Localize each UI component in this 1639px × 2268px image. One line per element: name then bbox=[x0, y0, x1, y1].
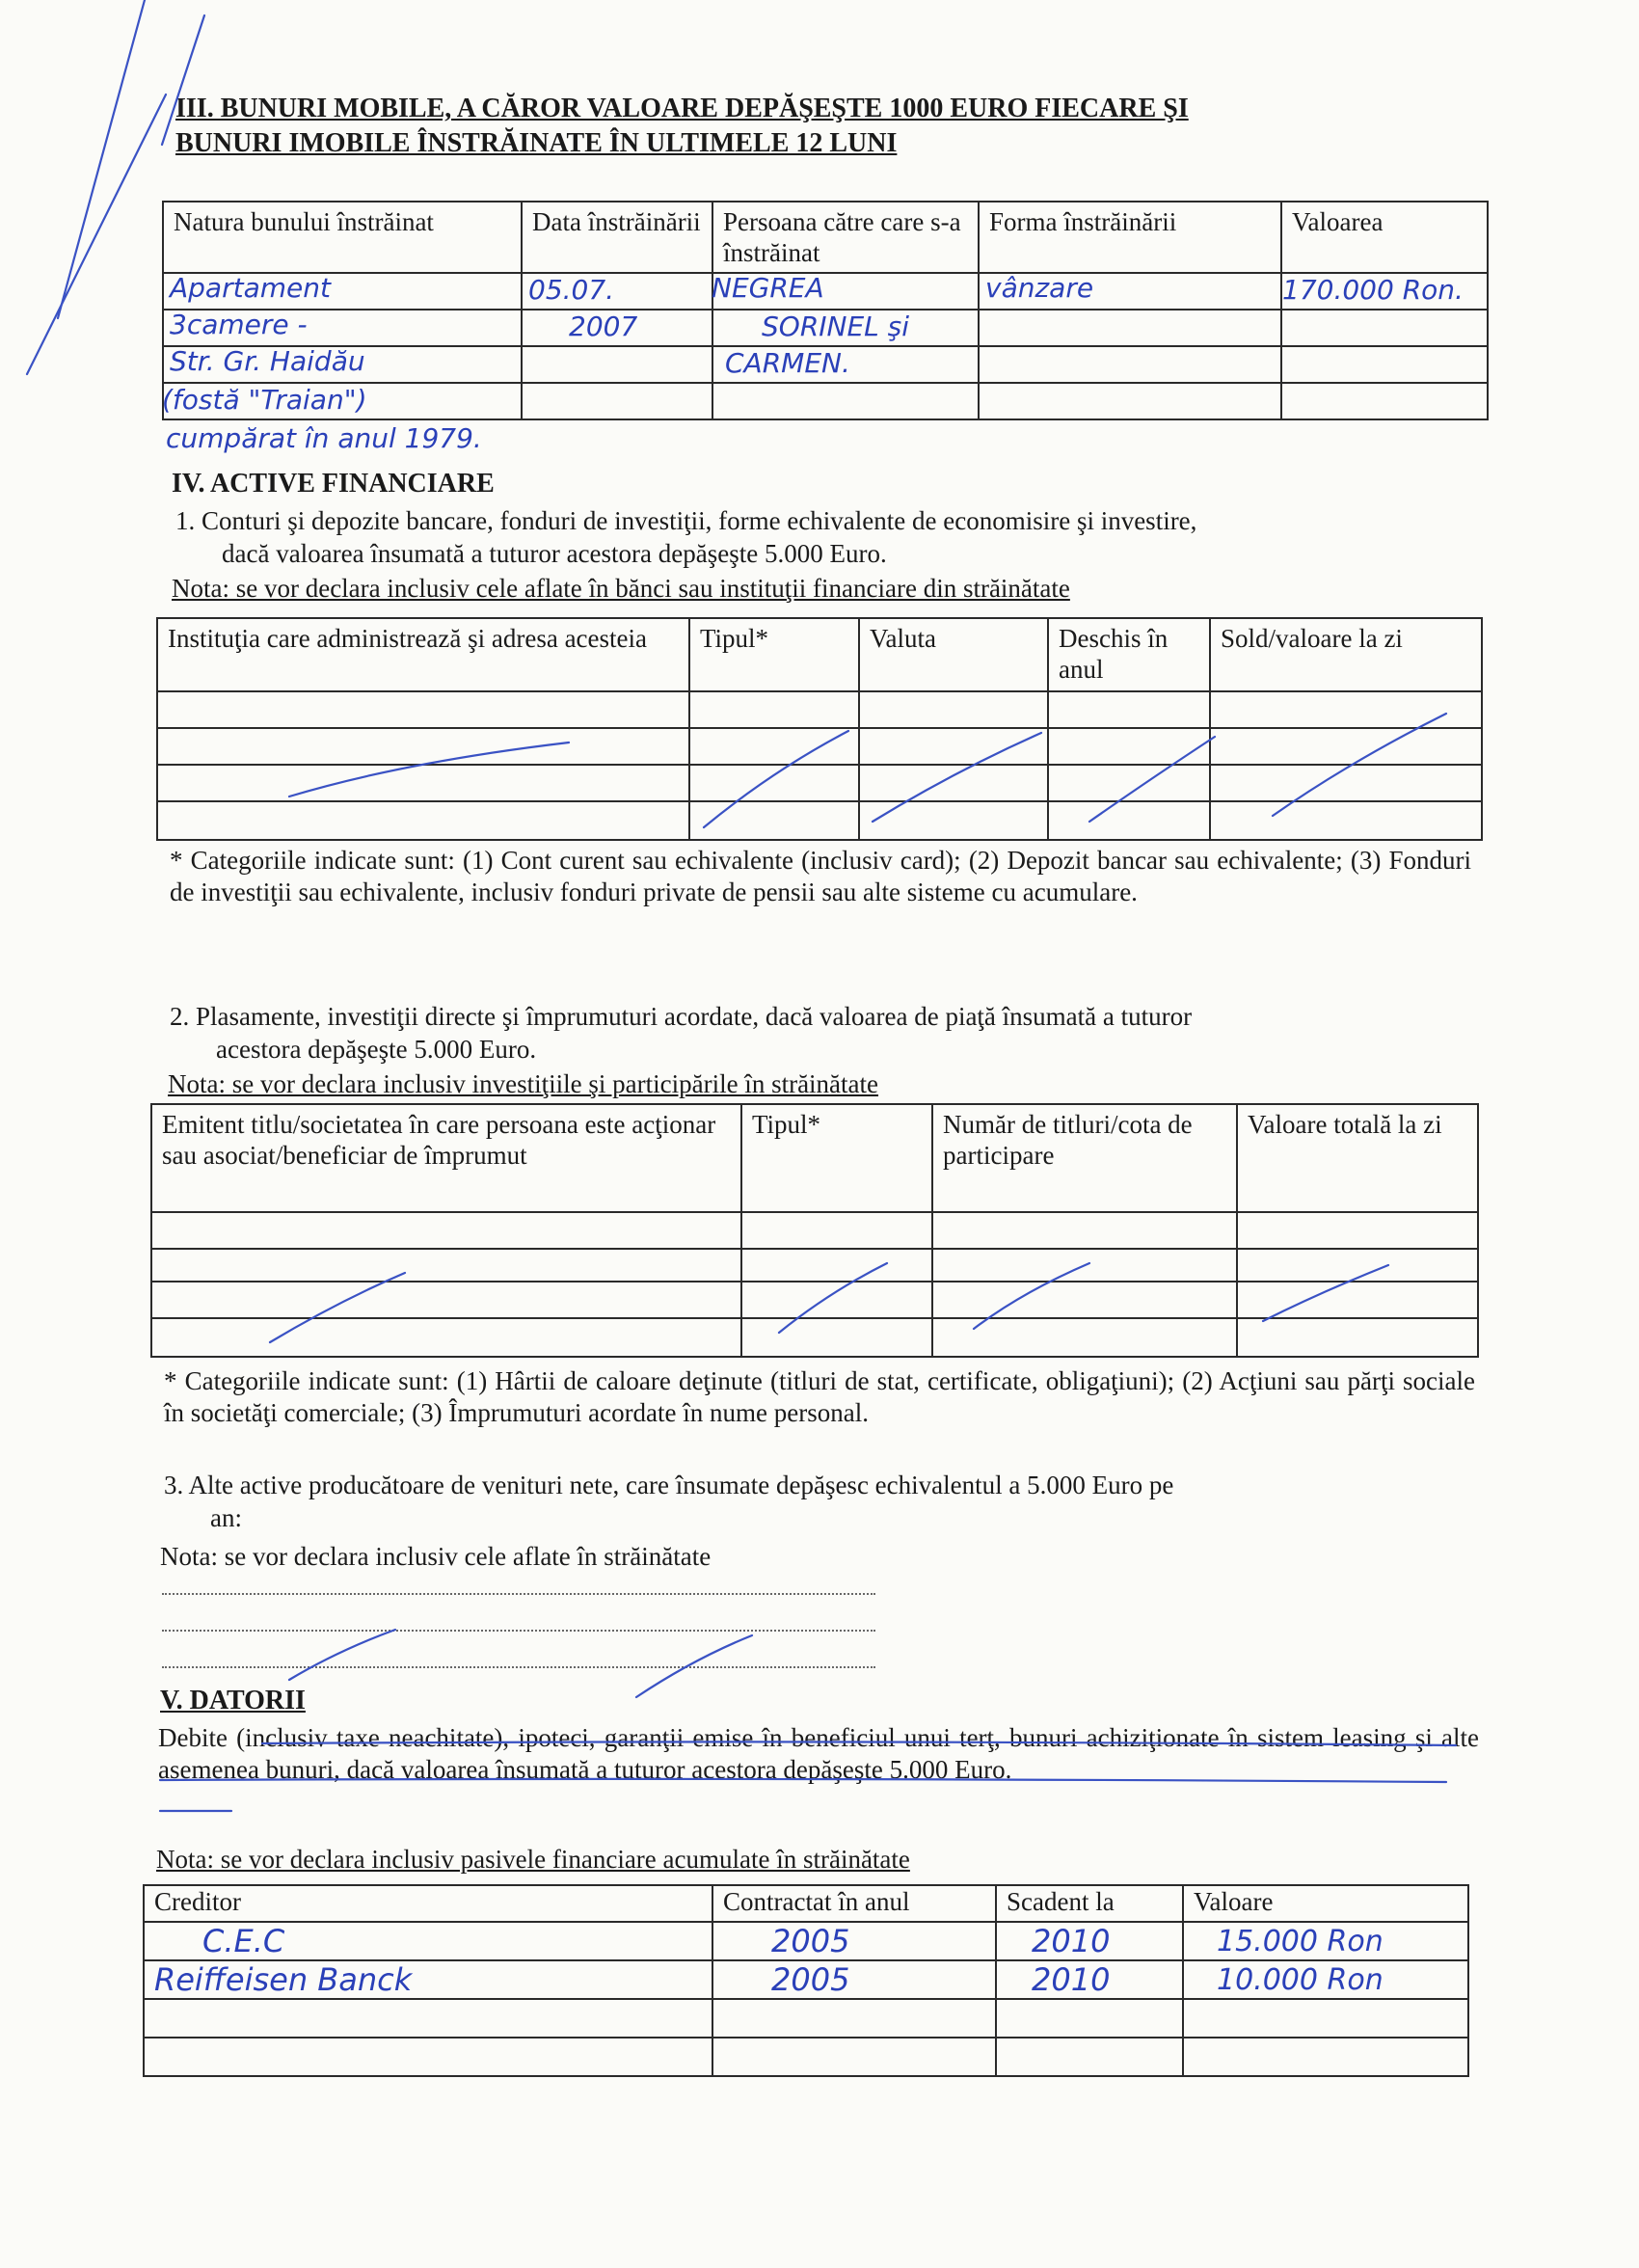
item3-text-line2: an: bbox=[210, 1503, 242, 1532]
col-value: Valoarea bbox=[1281, 202, 1488, 273]
margin-stroke-1 bbox=[162, 15, 204, 145]
hw-date-2: 2007 bbox=[569, 310, 638, 342]
hw-year-2: 2005 bbox=[771, 1961, 850, 1998]
item2-text-line2: acestora depăşeşte 5.000 Euro. bbox=[216, 1035, 537, 1064]
strike-item3-1 bbox=[289, 1630, 395, 1680]
hw-person-2: SORINEL şi bbox=[762, 310, 910, 342]
item1-text-line1: 1. Conturi şi depozite bancare, fonduri de investiţii, forme echivalente de economisire şi investire, bbox=[175, 506, 1197, 535]
col-issuer: Emitent titlu/societatea în care persoana este acţionar sau asociat/beneficiar de împrumut bbox=[151, 1104, 741, 1212]
col-creditor: Creditor bbox=[144, 1885, 712, 1922]
hw-nature-1: Apartament bbox=[170, 272, 331, 304]
hw-creditor-2: Reiffeisen Banck bbox=[154, 1961, 413, 1998]
strike-item3-2 bbox=[636, 1635, 752, 1697]
col-type2: Tipul* bbox=[741, 1104, 932, 1212]
hw-person-3: CARMEN. bbox=[725, 347, 850, 379]
strike-section5-1 bbox=[262, 1742, 1456, 1745]
item1-note: Nota: se vor declara inclusiv cele aflate în bănci sau instituţii financiare din străinătate bbox=[172, 574, 1070, 603]
strike-table1-col3 bbox=[873, 733, 1041, 822]
col-type: Tipul* bbox=[689, 618, 859, 691]
footnote1: * Categoriile indicate sunt: (1) Cont curent sau echivalente (inclusiv card); (2) Depozit bancar sau echivalente; (3) Fonduri de investiţii sau echivalente, inclusiv fonduri private de pensii sau alte sisteme cu acumulare. bbox=[170, 846, 1471, 906]
strike-table2-col3 bbox=[974, 1263, 1089, 1329]
hw-nature-3: Str. Gr. Haidău bbox=[170, 345, 365, 377]
hw-due-2: 2010 bbox=[1032, 1961, 1111, 1998]
item3-note: Nota: se vor declara inclusiv cele aflate în străinătate bbox=[160, 1542, 712, 1571]
strike-table2-col4 bbox=[1263, 1265, 1388, 1321]
item2-note: Nota: se vor declara inclusiv investiţiile şi participările în străinătate bbox=[168, 1069, 879, 1098]
strike-table1-col5 bbox=[1273, 714, 1446, 816]
section5-note: Nota: se vor declara inclusiv pasivele financiare acumulate în străinătate bbox=[156, 1845, 910, 1874]
hw-due-1: 2010 bbox=[1032, 1923, 1111, 1959]
footnote2: * Categoriile indicate sunt: (1) Hârtii de caloare deţinute (titluri de stat, certificate, obligaţiuni); (2) Acţiuni sau părţi sociale în societăţi comerciale; (3) Împrumuturi acordate în nume personal. bbox=[164, 1366, 1475, 1427]
section4-title: IV. ACTIVE FINANCIARE bbox=[172, 469, 495, 499]
hw-form: vânzare bbox=[985, 272, 1094, 304]
hw-year-1: 2005 bbox=[771, 1923, 850, 1959]
hw-date-1: 05.07. bbox=[528, 274, 615, 306]
item1-text-line2: dacă valoarea însumată a tuturor acestora depăşeşte 5.000 Euro. bbox=[222, 539, 887, 568]
col-contracted: Contractat în anul bbox=[712, 1885, 996, 1922]
hw-nature-2: 3camere - bbox=[170, 309, 308, 340]
hw-nature-5: cumpărat în anul 1979. bbox=[166, 422, 482, 454]
hw-nature-4: (fostă "Traian") bbox=[162, 384, 367, 416]
margin-stroke-2 bbox=[58, 0, 145, 318]
hw-value-1: 15.000 Ron bbox=[1217, 1925, 1384, 1958]
col-due: Scadent la bbox=[996, 1885, 1183, 1922]
strike-table1-col4 bbox=[1089, 737, 1215, 822]
section5-title: V. DATORII bbox=[160, 1686, 306, 1715]
strike-table2-col1 bbox=[270, 1273, 405, 1342]
hw-creditor-1: C.E.C bbox=[202, 1923, 285, 1959]
strike-section5-2 bbox=[160, 1779, 1446, 1782]
col-currency: Valuta bbox=[859, 618, 1048, 691]
item3-text-line1: 3. Alte active producătoare de venituri nete, care însumate depăşesc echivalentul a 5.000 Euro pe bbox=[164, 1471, 1174, 1499]
hw-value-2: 10.000 Ron bbox=[1217, 1963, 1384, 1997]
hw-value: 170.000 Ron. bbox=[1282, 274, 1464, 306]
section3-title-line2: BUNURI IMOBILE ÎNSTRĂINATE ÎN ULTIMELE 12 LUNI bbox=[175, 128, 898, 158]
col-debt-value: Valoare bbox=[1183, 1885, 1468, 1922]
section3-title-line1: III. BUNURI MOBILE, A CĂROR VALOARE DEPĂŞEŞTE 1000 EURO FIECARE ŞI bbox=[175, 94, 1189, 123]
strike-table1-col2 bbox=[704, 731, 848, 827]
col-shares: Număr de titluri/cota de participare bbox=[932, 1104, 1237, 1212]
col-balance: Sold/valoare la zi bbox=[1210, 618, 1482, 691]
col-total-value: Valoare totală la zi bbox=[1237, 1104, 1478, 1212]
margin-stroke-3 bbox=[27, 94, 166, 374]
col-institution: Instituţia care administrează şi adresa acesteia bbox=[157, 618, 689, 691]
strike-table1-col1 bbox=[289, 742, 569, 796]
col-nature: Natura bunului înstrăinat bbox=[163, 202, 522, 273]
strike-table2-col2 bbox=[779, 1263, 887, 1333]
col-opened: Deschis în anul bbox=[1048, 618, 1210, 691]
item2-text-line1: 2. Plasamente, investiţii directe şi împrumuturi acordate, dacă valoarea de piaţă însumată a tuturor bbox=[170, 1002, 1193, 1031]
col-form: Forma înstrăinării bbox=[979, 202, 1281, 273]
section5-text: Debite (inclusiv taxe neachitate), ipoteci, garanţii emise în beneficiul unui terţ, bunuri achiziţionate în sistem leasing şi alte asemenea bunuri, dacă valoarea însumată a tuturor acestora depăşeşte 5.000 Euro. bbox=[158, 1723, 1479, 1784]
col-date: Data înstrăinării bbox=[522, 202, 712, 273]
hw-person-1: NEGREA bbox=[712, 272, 824, 304]
col-person: Persoana către care s-a înstrăinat bbox=[712, 202, 979, 273]
